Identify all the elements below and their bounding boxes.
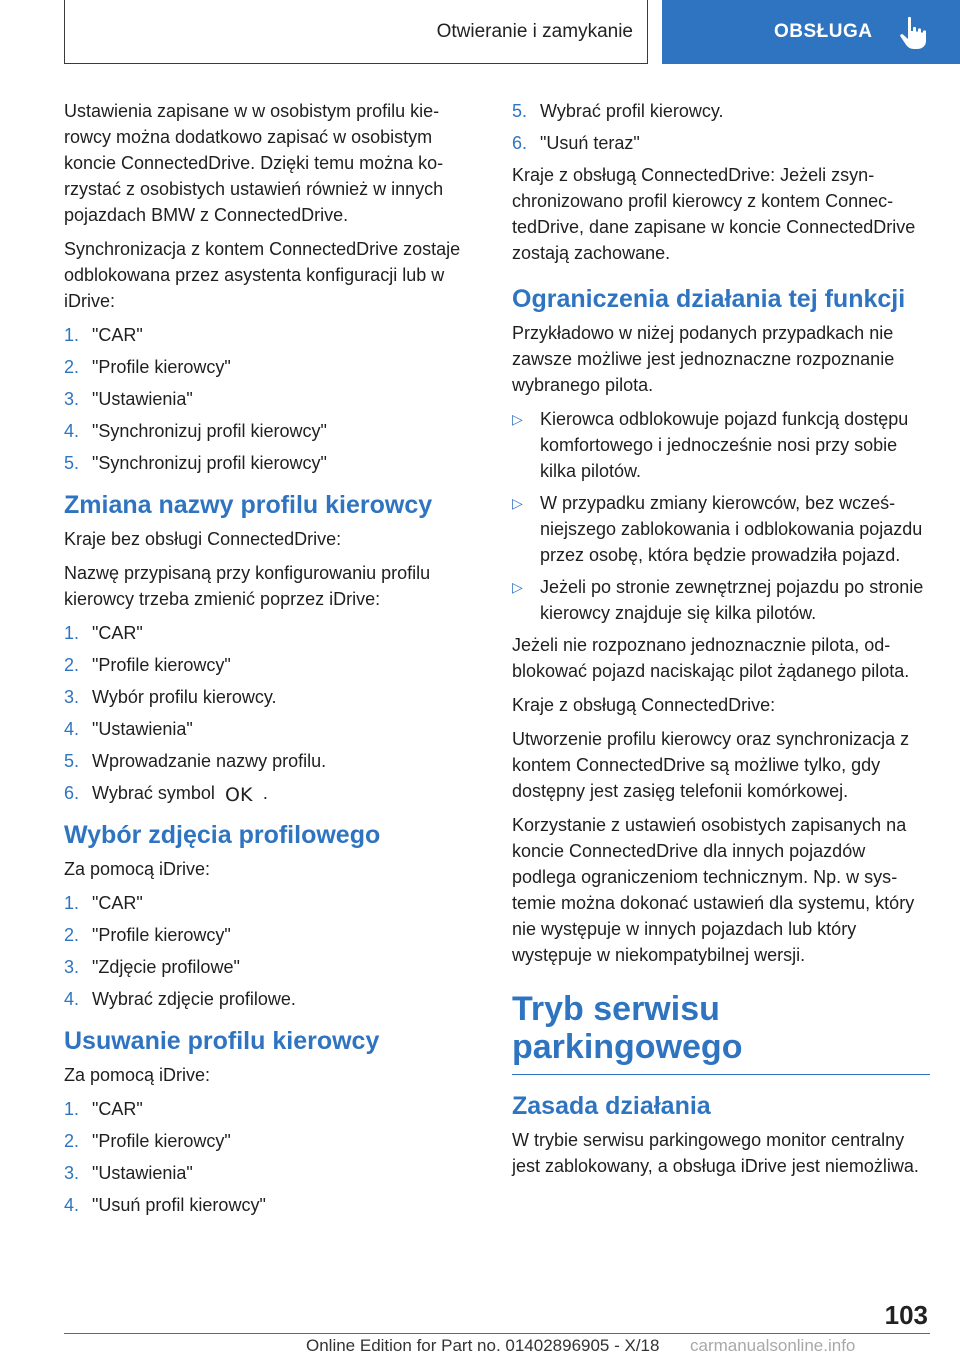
section-heading: Zmiana nazwy profilu kierowcy <box>64 491 433 519</box>
bullet-list <box>512 406 930 626</box>
step-number: 3. <box>64 389 80 409</box>
section-heading: Usuwanie profilu kierowcy <box>64 1027 380 1055</box>
paragraph: Korzystanie z ustawień osobistych zapisanych na koncie ConnectedDrive dla innych pojazdów podlega ograniczeniom technicznym. Np. w systemie można dokonać ustawień dla systemu, który nie występuje w innych pojazdach lub który występuje w niekompatybilnej wersji. <box>512 815 915 965</box>
step-number: 1. <box>64 623 80 643</box>
bullet-text: Kierowca odblokowuje pojazd funkcją dostępu komfortowego i jednocześnie nosi przy sobie kilka pilotów. <box>540 409 909 481</box>
step-text: "CAR" <box>92 1099 143 1119</box>
step-number: 4. <box>64 719 80 739</box>
paragraph: Przykładowo w niżej podanych przypadkach nie zawsze możliwe jest jednoznaczne rozpoznanie wybranego pilota. <box>512 323 895 395</box>
step-number: 5. <box>64 453 80 473</box>
list-item <box>64 922 466 948</box>
step-number: 1. <box>64 325 80 345</box>
bullet-text: W przypadku zmiany kierowców, bez wcześniejszego zablokowania i odblokowania pojazdu przez osobę, która będzie prowadziła pojazd. <box>540 493 923 565</box>
right-column <box>512 98 930 1187</box>
bullet-text: Jeżeli po stronie zewnętrznej pojazdu po stronie kierowcy znajduje się kilka pilotów. <box>540 577 924 623</box>
header-tab-label: OBSŁUGA <box>774 21 873 42</box>
list-item <box>512 406 930 484</box>
section-heading: Ograniczenia działania tej funkcji <box>512 285 906 313</box>
step-number: 3. <box>64 957 80 977</box>
paragraph: Nazwę przypisaną przy konfigurowaniu profilu kierowcy trzeba zmienić poprzez iDrive: <box>64 563 431 609</box>
paragraph: W trybie serwisu parkingowego monitor centralny jest zablokowany, a obsługa iDrive jest niemożliwa. <box>512 1130 919 1176</box>
step-number: 1. <box>64 893 80 913</box>
steps-delete <box>64 1096 466 1218</box>
steps-delete-continued <box>512 98 930 156</box>
step-text: "Usuń teraz" <box>540 133 640 153</box>
list-item <box>512 98 930 124</box>
list-item <box>64 1096 466 1122</box>
step-text: Wybrać profil kierowcy. <box>540 101 724 121</box>
list-item <box>64 354 466 380</box>
list-item <box>64 748 466 774</box>
header-tab <box>662 0 960 64</box>
step-text: "Ustawienia" <box>92 719 193 739</box>
paragraph: Za pomocą iDrive: <box>64 1065 211 1085</box>
list-item <box>64 716 466 742</box>
list-item <box>512 574 930 626</box>
step-text: "Usuń profil kierowcy" <box>92 1195 266 1215</box>
hand-pointer-icon <box>894 14 932 52</box>
step-number: 6. <box>64 783 80 803</box>
list-item <box>64 954 466 980</box>
paragraph: Jeżeli nie rozpoznano jednoznacznie pilota, odblokować pojazd naciskając pilot żądanego pilota. <box>512 635 910 681</box>
step-text: Wybrać zdjęcie profilowe. <box>92 989 296 1009</box>
step-number: 4. <box>64 989 80 1009</box>
list-item <box>64 450 466 476</box>
step-text: "Synchronizuj profil kierowcy" <box>92 421 327 441</box>
step-number: 2. <box>64 1131 80 1151</box>
triangle-bullet-icon: ▷ <box>512 579 523 595</box>
list-item <box>512 130 930 156</box>
step-number: 3. <box>64 1163 80 1183</box>
step-text: "CAR" <box>92 623 143 643</box>
step-text: "Profile kierowcy" <box>92 925 231 945</box>
step-text: "Zdjęcie profilowe" <box>92 957 240 977</box>
step-text: "Profile kierowcy" <box>92 655 231 675</box>
step-number: 4. <box>64 421 80 441</box>
step-text: Wybór profilu kierowcy. <box>92 687 277 707</box>
left-column <box>64 98 466 1224</box>
step-text: "Synchronizuj profil kierowcy" <box>92 453 327 473</box>
paragraph: Utworzenie profilu kierowcy oraz synchronizacja z kontem ConnectedDrive są możliwe tylko, gdy dostępny jest zasięg telefonii komórkowej. <box>512 729 910 801</box>
ok-symbol-icon <box>223 783 257 805</box>
paragraph: Synchronizacja z kontem ConnectedDrive zostaje odblokowana przez asystenta konfiguracji lub w iDrive: <box>64 239 461 311</box>
step-number: 2. <box>64 655 80 675</box>
header-section-box <box>64 0 648 64</box>
page-number: 103 <box>884 1300 928 1330</box>
chapter-heading-line: parkingowego <box>512 1028 743 1066</box>
step-text: "Profile kierowcy" <box>92 357 231 377</box>
list-item <box>64 418 466 444</box>
steps-rename <box>64 620 466 806</box>
paragraph: Kraje z obsługą ConnectedDrive: <box>512 695 776 715</box>
footer-edition: Online Edition for Part no. 01402896905 - X/18 <box>306 1336 660 1355</box>
footer-divider <box>64 1333 930 1334</box>
list-item <box>64 1128 466 1154</box>
step-number: 4. <box>64 1195 80 1215</box>
step-text: "CAR" <box>92 893 143 913</box>
chapter-heading <box>512 990 930 1066</box>
step-number: 6. <box>512 133 528 153</box>
chapter-heading-line: Tryb serwisu <box>512 990 720 1028</box>
watermark: carmanualsonline.info <box>690 1336 856 1355</box>
step-number: 2. <box>64 357 80 377</box>
list-item <box>64 1192 466 1218</box>
heading-divider <box>512 1074 930 1075</box>
list-item <box>64 386 466 412</box>
paragraph: Kraje z obsługą ConnectedDrive: Jeżeli zsynchronizowano profil kierowcy z kontem ConnectedDrive, dane zapisane w koncie ConnectedDrive zostają zachowane. <box>512 165 916 263</box>
step-text: "Ustawienia" <box>92 1163 193 1183</box>
step-number: 5. <box>512 101 528 121</box>
list-item <box>64 322 466 348</box>
list-item <box>512 490 930 568</box>
list-item <box>64 684 466 710</box>
list-item <box>64 652 466 678</box>
step-text: Wprowadzanie nazwy profilu. <box>92 751 327 771</box>
paragraph: Za pomocą iDrive: <box>64 859 211 879</box>
step-number: 1. <box>64 1099 80 1119</box>
paragraph: Kraje bez obsługi ConnectedDrive: <box>64 529 342 549</box>
svg-text:OK: OK <box>224 784 253 806</box>
step-text: "Ustawienia" <box>92 389 193 409</box>
steps-sync <box>64 322 466 476</box>
step-text: "Profile kierowcy" <box>92 1131 231 1151</box>
list-item <box>64 780 466 806</box>
list-item <box>64 620 466 646</box>
list-item <box>64 890 466 916</box>
paragraph: Ustawienia zapisane w w osobistym profilu kierowcy można dodatkowo zapisać w osobistym koncie ConnectedDrive. Dzięki temu można korzystać z osobistych ustawień również w innych pojazdach BMW z ConnectedDrive. <box>64 101 444 225</box>
step-number: 2. <box>64 925 80 945</box>
steps-photo <box>64 890 466 1012</box>
list-item <box>64 1160 466 1186</box>
header-section-title: Otwieranie i zamykanie <box>436 20 633 42</box>
section-heading: Zasada działania <box>512 1092 711 1120</box>
triangle-bullet-icon: ▷ <box>512 495 523 511</box>
step-number: 3. <box>64 687 80 707</box>
triangle-bullet-icon: ▷ <box>512 411 523 427</box>
list-item <box>64 986 466 1012</box>
section-heading: Wybór zdjęcia profilowego <box>64 821 381 849</box>
step-number: 5. <box>64 751 80 771</box>
step-text: Wybrać symbol OK . <box>92 783 268 806</box>
step-text: "CAR" <box>92 325 143 345</box>
